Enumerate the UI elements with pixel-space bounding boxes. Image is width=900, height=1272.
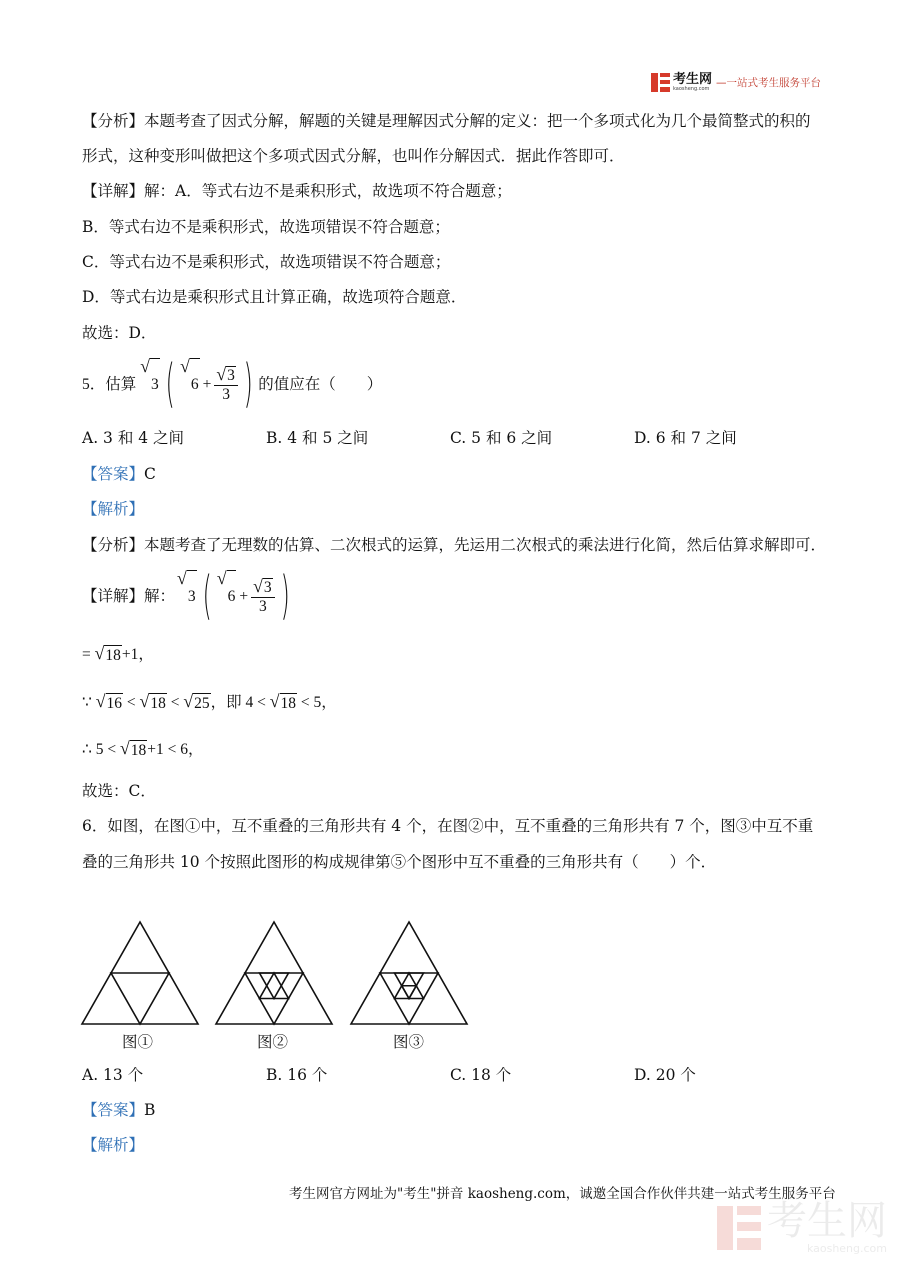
q5-step2: ∵ √ 16 < √ 18 < √ 25 ，即 4 < √ 18 < 5，: [82, 691, 337, 712]
q4-choice: 故选：D．: [82, 324, 157, 342]
watermark-url: kaosheng.com: [806, 1242, 887, 1255]
figure-label-3: 图③: [393, 1033, 425, 1051]
logo-slogan: —一站式考生服务平台: [716, 77, 822, 89]
q5-analysis: 【分析】本题考查了无理数的估算、二次根式的运算，先运用二次根式的乘法进行化简，然后估算求解即可．: [82, 536, 827, 554]
q6-figures: [0, 900, 900, 1030]
logo-name: 考生网: [673, 72, 713, 87]
q6-explain-tag: 【解析】: [82, 1136, 145, 1154]
q6-option-a: A. 13 个: [82, 1066, 144, 1084]
q6-option-d: D. 20 个: [634, 1066, 696, 1084]
q4-detail-line4: D．等式右边是乘积形式且计算正确，故选项符合题意．: [82, 288, 467, 306]
figure-label-2: 图②: [257, 1033, 289, 1051]
logo-url: kaosheng.com: [673, 86, 710, 92]
figure-3: [351, 922, 467, 1024]
q6-line2: 叠的三角形共 10 个按照此图形的构成规律第⑤个图形中互不重叠的三角形共有（ ）个．: [82, 853, 717, 871]
q6-line1: 6．如图，在图①中，互不重叠的三角形共有 4 个，在图②中，互不重叠的三角形共有 7 个，图③中互不重: [82, 817, 814, 835]
q4-detail-line3: C．等式右边不是乘积形式，故选项错误不符合题意；: [82, 253, 451, 271]
q5-explain-tag: 【解析】: [82, 500, 145, 518]
q4-analysis-line1: 【分析】本题考查了因式分解，解题的关键是理解因式分解的定义：把一个多项式化为几个最简整式的积的: [82, 112, 811, 130]
q4-detail-line2: B．等式右边不是乘积形式，故选项错误不符合题意；: [82, 218, 450, 236]
q4-analysis-line2: 形式，这种变形叫做把这个多项式因式分解，也叫作分解因式．据此作答即可．: [82, 147, 625, 165]
q5-option-b: B. 4 和 5 之间: [266, 429, 369, 447]
figure-label-1: 图①: [122, 1033, 154, 1051]
watermark: [717, 1200, 887, 1255]
footer-text: 考生网官方网址为"考生"拼音 kaosheng.com，诚邀全国合作伙伴共建一站式考生服务平台: [289, 1186, 836, 1202]
watermark-logo-icon: [717, 1206, 761, 1250]
q5-choice: 故选：C．: [82, 782, 156, 800]
q5-option-d: D. 6 和 7 之间: [634, 429, 737, 447]
q5-detail: 【详解】 解： √ 3 ( √ 6 + √ 3 3 ): [82, 566, 290, 627]
q4-detail-line1: 【详解】解：A．等式右边不是乘积形式，故选项不符合题意；: [82, 182, 512, 200]
q5-step3: ∴ 5 < √ 18 +1 < 6，: [82, 738, 204, 759]
figure-1: [82, 922, 198, 1024]
q5-step1: = √ 18 +1，: [82, 643, 154, 664]
watermark-title: 考生网: [767, 1198, 887, 1244]
q5-option-a: A. 3 和 4 之间: [82, 429, 185, 447]
figure-2: [216, 922, 332, 1024]
q6-option-b: B. 16 个: [266, 1066, 328, 1084]
q6-option-c: C. 18 个: [450, 1066, 512, 1084]
q5-answer: 【答案】C: [82, 465, 156, 483]
q5-option-c: C. 5 和 6 之间: [450, 429, 553, 447]
q5-question: 5．估算 √ 3 ( √ 6 + √ 3 3 ) 的值应在（ ）: [82, 354, 383, 415]
header-logo: [651, 73, 821, 92]
logo-icon: [651, 73, 670, 92]
q6-answer: 【答案】B: [82, 1101, 156, 1119]
